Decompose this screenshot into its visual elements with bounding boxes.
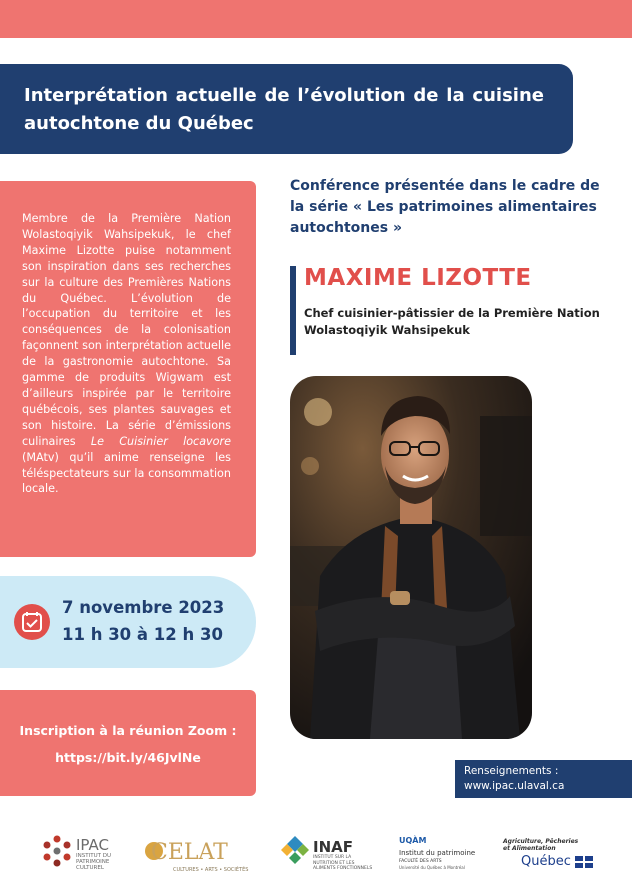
event-date: 7 novembre 2023	[62, 598, 225, 617]
inaf-line1: INSTITUT SUR LA	[313, 855, 352, 860]
calendar-check-icon	[14, 604, 50, 640]
uqam-name: UQÀM	[399, 836, 427, 845]
info-label: Renseignements :	[464, 765, 559, 777]
uqam-line2: FACULTÉ DES ARTS	[399, 859, 442, 864]
ipac-line1: INSTITUT DU	[76, 853, 111, 859]
uqam-logo	[399, 836, 494, 876]
ipac-subtitle	[76, 853, 111, 871]
accent-bar	[290, 266, 296, 355]
conference-intro: Conférence présentée dans le cadre de la série « Les patrimoines alimentaires autochtones »	[290, 178, 600, 236]
quebec-line2: et Alimentation	[503, 845, 556, 852]
inaf-subtitle	[313, 855, 372, 872]
quebec-flag-icon	[575, 856, 593, 868]
top-coral-band	[0, 0, 632, 38]
event-time: 11 h 30 à 12 h 30	[62, 625, 223, 644]
quebec-line1: Agriculture, Pêcheries	[503, 838, 579, 845]
bio-text	[22, 211, 231, 497]
uqam-line1: Institut du patrimoine	[399, 849, 476, 857]
chef-portrait-photo	[290, 376, 532, 739]
inaf-logo	[279, 834, 379, 874]
chef-portrait-illustration	[290, 376, 532, 739]
speaker-name: MAXIME LIZOTTE	[304, 265, 532, 291]
inaf-name: INAF	[313, 838, 353, 856]
speaker-role: Chef cuisinier-pâtissier de la Première Nation Wolastoqiyik Wahsipekuk	[304, 306, 600, 337]
ipac-emblem-icon	[40, 834, 74, 868]
bio-text-part1: Membre de la Première Nation Wolastoqiyik Wahsipekuk, le chef Maxime Lizotte puise notamment son inspiration dans ses recherches sur la culture des Premières Nations du Québec. L’évolution de l’occupation du territoire et les conséquences de la colonisation façonnent son interprétation actuelle de la gastronomie autochtone. Sa gamme de produits Wigwam est d’ailleurs inspirée par le territoire québécois, ses plantes sauvages et son histoire. La série d’émissions culinaires	[22, 212, 231, 448]
celat-logo	[145, 840, 255, 876]
inaf-line3: ALIMENTS FONCTIONNELS	[313, 866, 373, 871]
bio-text-part2: (MAtv) qu’il anime renseigne les téléspectateurs sur la consommation locale.	[22, 450, 231, 496]
registration-link[interactable]: https://bit.ly/46JvlNe	[55, 750, 201, 765]
ipac-logo	[40, 834, 140, 874]
celat-name: CELAT	[151, 840, 228, 865]
inaf-line2: NUTRITION ET LES	[313, 860, 355, 866]
ipac-line3: CULTUREL	[76, 865, 104, 871]
inaf-emblem-icon	[279, 834, 311, 866]
registration-panel	[0, 690, 256, 796]
uqam-line3: Université du Québec à Montréal	[399, 865, 465, 870]
quebec-name: Québec	[521, 854, 571, 869]
ipac-name: IPAC	[76, 836, 109, 854]
celat-subtitle: CULTURES • ARTS • SOCIÉTÉS	[173, 867, 249, 873]
info-link[interactable]: www.ipac.ulaval.ca	[464, 780, 565, 792]
ipac-line2: PATRIMOINE	[76, 859, 110, 865]
show-title: Le Cuisinier locavore	[90, 434, 232, 448]
quebec-logo	[503, 838, 603, 876]
registration-label: Inscription à la réunion Zoom :	[19, 723, 237, 738]
page-title: Interprétation actuelle de l’évolution de la cuisine autochtone du Québec	[24, 85, 544, 134]
